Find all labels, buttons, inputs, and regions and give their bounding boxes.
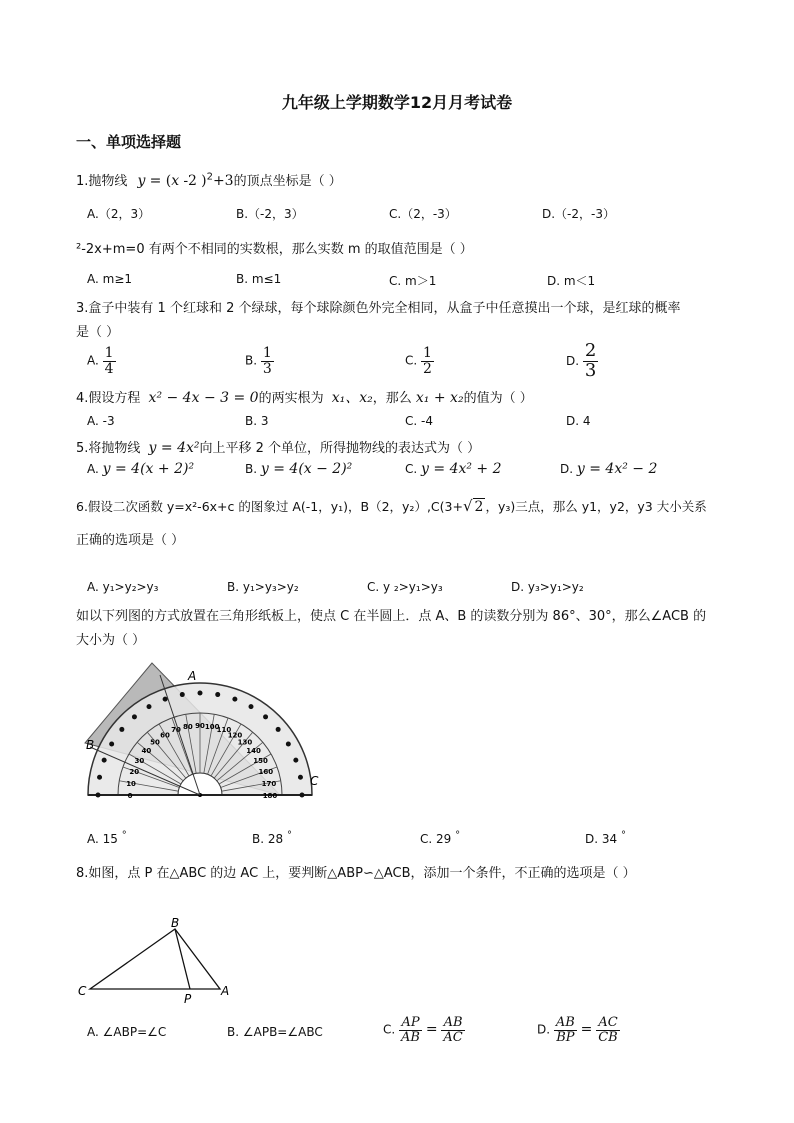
q7-option-b[interactable] <box>252 830 292 846</box>
q8-d-label: D. <box>537 1022 551 1037</box>
page-title: 九年级上学期数学12月月考试卷 <box>281 93 513 112</box>
question-5 <box>76 437 480 456</box>
q3-c-den: 2 <box>423 360 432 377</box>
q5-option-b[interactable] <box>245 461 352 477</box>
q1-option-c[interactable]: C.（2，-3） <box>389 207 457 221</box>
question-4 <box>76 387 533 407</box>
q4-option-b[interactable]: B. 3 <box>245 414 269 428</box>
q6-option-c[interactable]: C. y ₂>y₁>y₃ <box>367 580 443 594</box>
triangle-figure <box>70 915 240 1010</box>
protractor-tick-label: 90 <box>195 722 205 730</box>
protractor-tick-label: 180 <box>262 792 278 800</box>
point-label-c: C <box>310 774 319 788</box>
q5-expr: y = 4x² <box>148 440 200 456</box>
protractor-dot <box>293 758 298 763</box>
protractor-dot <box>147 704 152 709</box>
protractor-dot <box>215 692 220 697</box>
question-1 <box>76 170 342 189</box>
q7-option-d[interactable] <box>585 830 626 846</box>
protractor-tick-label: 110 <box>216 726 232 735</box>
q4-option-c[interactable]: C. -4 <box>405 414 433 428</box>
label-c: C <box>78 984 87 998</box>
q5-d-expr: y = 4x² − 2 <box>576 461 658 477</box>
protractor-dot <box>298 775 303 780</box>
q8-d-d1: BP <box>556 1029 575 1045</box>
protractor-dot <box>163 697 168 702</box>
q6-sqrt: 2 <box>474 499 484 515</box>
section-heading: 一、单项选择题 <box>76 133 182 151</box>
protractor-tick-label: 130 <box>237 738 253 747</box>
question-3-line1: 3.盒子中装有 1 个红球和 2 个绿球，每个球除颜色外完全相同，从盒子中任意摸出一个球，是红球的概率 <box>76 301 681 316</box>
point-label-b: B <box>86 738 95 752</box>
q3-option-b[interactable] <box>245 346 274 376</box>
q4-mid: 的两实根为 <box>258 391 324 406</box>
q4-sum: x₁ + x₂ <box>415 390 464 406</box>
q5-d-label: D. <box>560 462 574 476</box>
q2-option-b[interactable]: B. m≤1 <box>236 272 282 286</box>
q8-option-c[interactable] <box>383 1016 465 1044</box>
triangle-abc <box>90 929 220 989</box>
q7-a-label: A. 15 <box>87 832 118 846</box>
protractor-tick-label: 70 <box>171 726 181 735</box>
q4-prefix: 4.假设方程 <box>76 391 141 406</box>
q7-option-a[interactable] <box>87 830 127 846</box>
q6-text1b: ，y₃)三点，那么 y1，y2，y3 大小关系 <box>485 499 707 514</box>
q1-option-a[interactable]: A.（2，3） <box>87 207 151 221</box>
q5-a-expr: y = 4(x + 2)² <box>102 461 195 477</box>
q8-c-label: C. <box>383 1022 396 1037</box>
q3-option-a[interactable] <box>87 346 116 376</box>
q3-option-d[interactable] <box>566 342 598 381</box>
protractor-figure <box>70 655 340 815</box>
q7-c-label: C. 29 <box>420 832 452 846</box>
q8-d-n2: AC <box>596 1016 620 1031</box>
q5-option-d[interactable] <box>560 461 657 477</box>
protractor-dot <box>263 714 268 719</box>
protractor-tick-label: 120 <box>227 731 243 740</box>
q3-option-d-label: D. <box>566 353 580 368</box>
protractor-tick-label: 150 <box>253 757 268 765</box>
q2-option-a[interactable]: A. m≥1 <box>87 272 133 286</box>
q7-b-label: B. 28 <box>252 832 284 846</box>
question-2: ²-2x+m=0 有两个不相同的实数根，那么实数 m 的取值范围是（ ） <box>76 242 473 257</box>
q4-suffix: 的值为（ ） <box>463 391 533 406</box>
protractor-dot <box>97 775 102 780</box>
q6-text1a: 6.假设二次函数 y=x²-6x+c 的图象过 A(-1，y₁)，B（2，y₂）,C(3+ <box>76 499 463 514</box>
q5-option-a[interactable] <box>87 461 194 477</box>
question-7-line2: 大小为（ ） <box>76 633 146 648</box>
q3-d-den: 3 <box>584 359 597 381</box>
question-6-line1: 6.假设二次函数 y=x²-6x+c 的图象过 A(-1，y₁)，B（2，y₂）,C(3+√ 2 ，y₃)三点，那么 y1，y2，y3 大小关系 <box>76 497 707 515</box>
protractor-tick-label: 170 <box>261 779 277 788</box>
q3-option-c-label: C. <box>405 353 418 368</box>
protractor-dot <box>249 704 254 709</box>
q5-c-expr: y = 4x² + 2 <box>421 461 502 477</box>
q4-roots: x₁、x₂ <box>331 390 373 406</box>
protractor-dot <box>180 692 185 697</box>
protractor-tick-label: 140 <box>246 747 261 756</box>
q3-a-den: 4 <box>104 360 114 377</box>
q1-option-d[interactable]: D.（-2，-3） <box>542 207 615 221</box>
q3-option-c[interactable] <box>405 346 434 376</box>
question-8: 8.如图，点 P 在△ABC 的边 AC 上，要判断△ABP∽△ACB，添加一个条件，不正确的选项是（ ） <box>76 866 636 881</box>
protractor-dot <box>300 793 305 798</box>
q3-a-num: 1 <box>104 345 114 361</box>
protractor-dot <box>198 691 203 696</box>
q1-expr-close: ) <box>201 173 207 189</box>
q3-option-b-label: B. <box>245 353 258 368</box>
q5-a-label: A. <box>87 462 99 476</box>
q8-d-d2: CB <box>598 1029 618 1045</box>
question-7-line1: 如以下列图的方式放置在三角形纸板上，使点 C 在半圆上．点 A、B 的读数分别为 86°、30°，那么∠ACB 的 <box>76 609 707 624</box>
q8-d-n1: AB <box>555 1015 575 1030</box>
q7-b-degree: ° <box>286 830 292 841</box>
protractor-tick-label: 50 <box>150 738 160 747</box>
protractor-tick-label: 20 <box>129 768 140 777</box>
q7-c-degree: ° <box>455 830 461 841</box>
q8-option-b[interactable]: B. ∠APB=∠ABC <box>227 1025 323 1039</box>
q4-mid2: ，那么 <box>372 391 412 406</box>
q2-option-c[interactable]: C. m＞1 <box>389 274 437 288</box>
protractor-dot <box>286 742 291 747</box>
q8-c-eq: = <box>425 1021 438 1038</box>
protractor-tick-label: 160 <box>258 768 274 777</box>
q2-option-d[interactable]: D. m＜1 <box>547 274 596 288</box>
q8-c-d1: AB <box>401 1029 420 1045</box>
label-a: A <box>221 984 230 998</box>
q4-option-a[interactable]: A. -3 <box>87 414 115 428</box>
label-p: P <box>184 992 192 1006</box>
q8-c-n1: AP <box>399 1016 422 1031</box>
q5-suffix: 向上平移 2 个单位，所得抛物线的表达式为（ ） <box>199 441 481 456</box>
q3-b-den: 3 <box>262 360 272 377</box>
protractor-tick-label: 100 <box>204 723 220 732</box>
q3-c-num: 1 <box>423 345 432 361</box>
q4-option-d[interactable]: D. 4 <box>566 414 591 428</box>
q1-expr-eq: = ( <box>149 173 172 189</box>
q7-d-label: D. 34 <box>585 832 618 846</box>
q5-b-label: B. <box>245 462 258 476</box>
q3-b-num: 1 <box>262 345 272 361</box>
q4-equation: x² − 4x − 3 = 0 <box>148 390 259 406</box>
protractor-dot <box>276 727 281 732</box>
q7-a-degree: ° <box>121 830 127 841</box>
q1-suffix: 的顶点坐标是（ ） <box>233 174 342 189</box>
protractor-dot <box>102 758 107 763</box>
point-label-a: A <box>188 669 197 683</box>
protractor-tick-label: 40 <box>141 747 152 756</box>
question-6-line2: 正确的选项是（ ） <box>76 533 185 548</box>
q1-expr-in: -2 <box>183 173 197 189</box>
protractor-dot <box>109 742 114 747</box>
label-b: B <box>171 916 180 930</box>
protractor-tick-label: 0 <box>127 792 133 800</box>
q6-option-b[interactable]: B. y₁>y₃>y₂ <box>227 580 299 594</box>
protractor-dot <box>96 793 101 798</box>
q5-option-c[interactable] <box>405 461 502 477</box>
question-3-line2: 是（ ） <box>76 325 120 340</box>
q5-c-label: C. <box>405 462 418 476</box>
q8-c-d2: AC <box>443 1029 463 1045</box>
q8-d-eq: = <box>580 1021 593 1038</box>
protractor-tick-label: 30 <box>134 757 145 765</box>
protractor-tick-label: 60 <box>160 731 170 740</box>
q1-option-b[interactable]: B.（-2，3） <box>236 207 304 221</box>
protractor-dot <box>119 727 124 732</box>
protractor-dot <box>232 697 237 702</box>
q6-option-d[interactable]: D. y₃>y₁>y₂ <box>511 580 584 594</box>
q1-expr-tail: +3 <box>212 173 234 189</box>
q7-option-c[interactable] <box>420 830 460 846</box>
protractor-dot <box>132 714 137 719</box>
q1-expr-x: x <box>171 173 180 189</box>
q1-prefix: 1.抛物线 <box>76 174 128 189</box>
q8-option-d[interactable] <box>537 1016 620 1044</box>
q7-d-degree: ° <box>620 830 626 841</box>
q1-expr-y: y <box>137 173 146 189</box>
q5-b-expr: y = 4(x − 2)² <box>260 461 353 477</box>
q8-option-a[interactable]: A. ∠ABP=∠C <box>87 1025 167 1039</box>
q1-expr-exp: 2 <box>206 171 213 183</box>
q3-d-num: 2 <box>584 340 597 361</box>
q5-prefix: 5.将抛物线 <box>76 441 141 456</box>
protractor-tick-label: 80 <box>182 723 193 732</box>
q8-c-n2: AB <box>441 1016 464 1031</box>
q3-option-a-label: A. <box>87 353 99 368</box>
protractor-tick-label: 10 <box>126 779 136 788</box>
q6-option-a[interactable]: A. y₁>y₂>y₃ <box>87 580 159 594</box>
